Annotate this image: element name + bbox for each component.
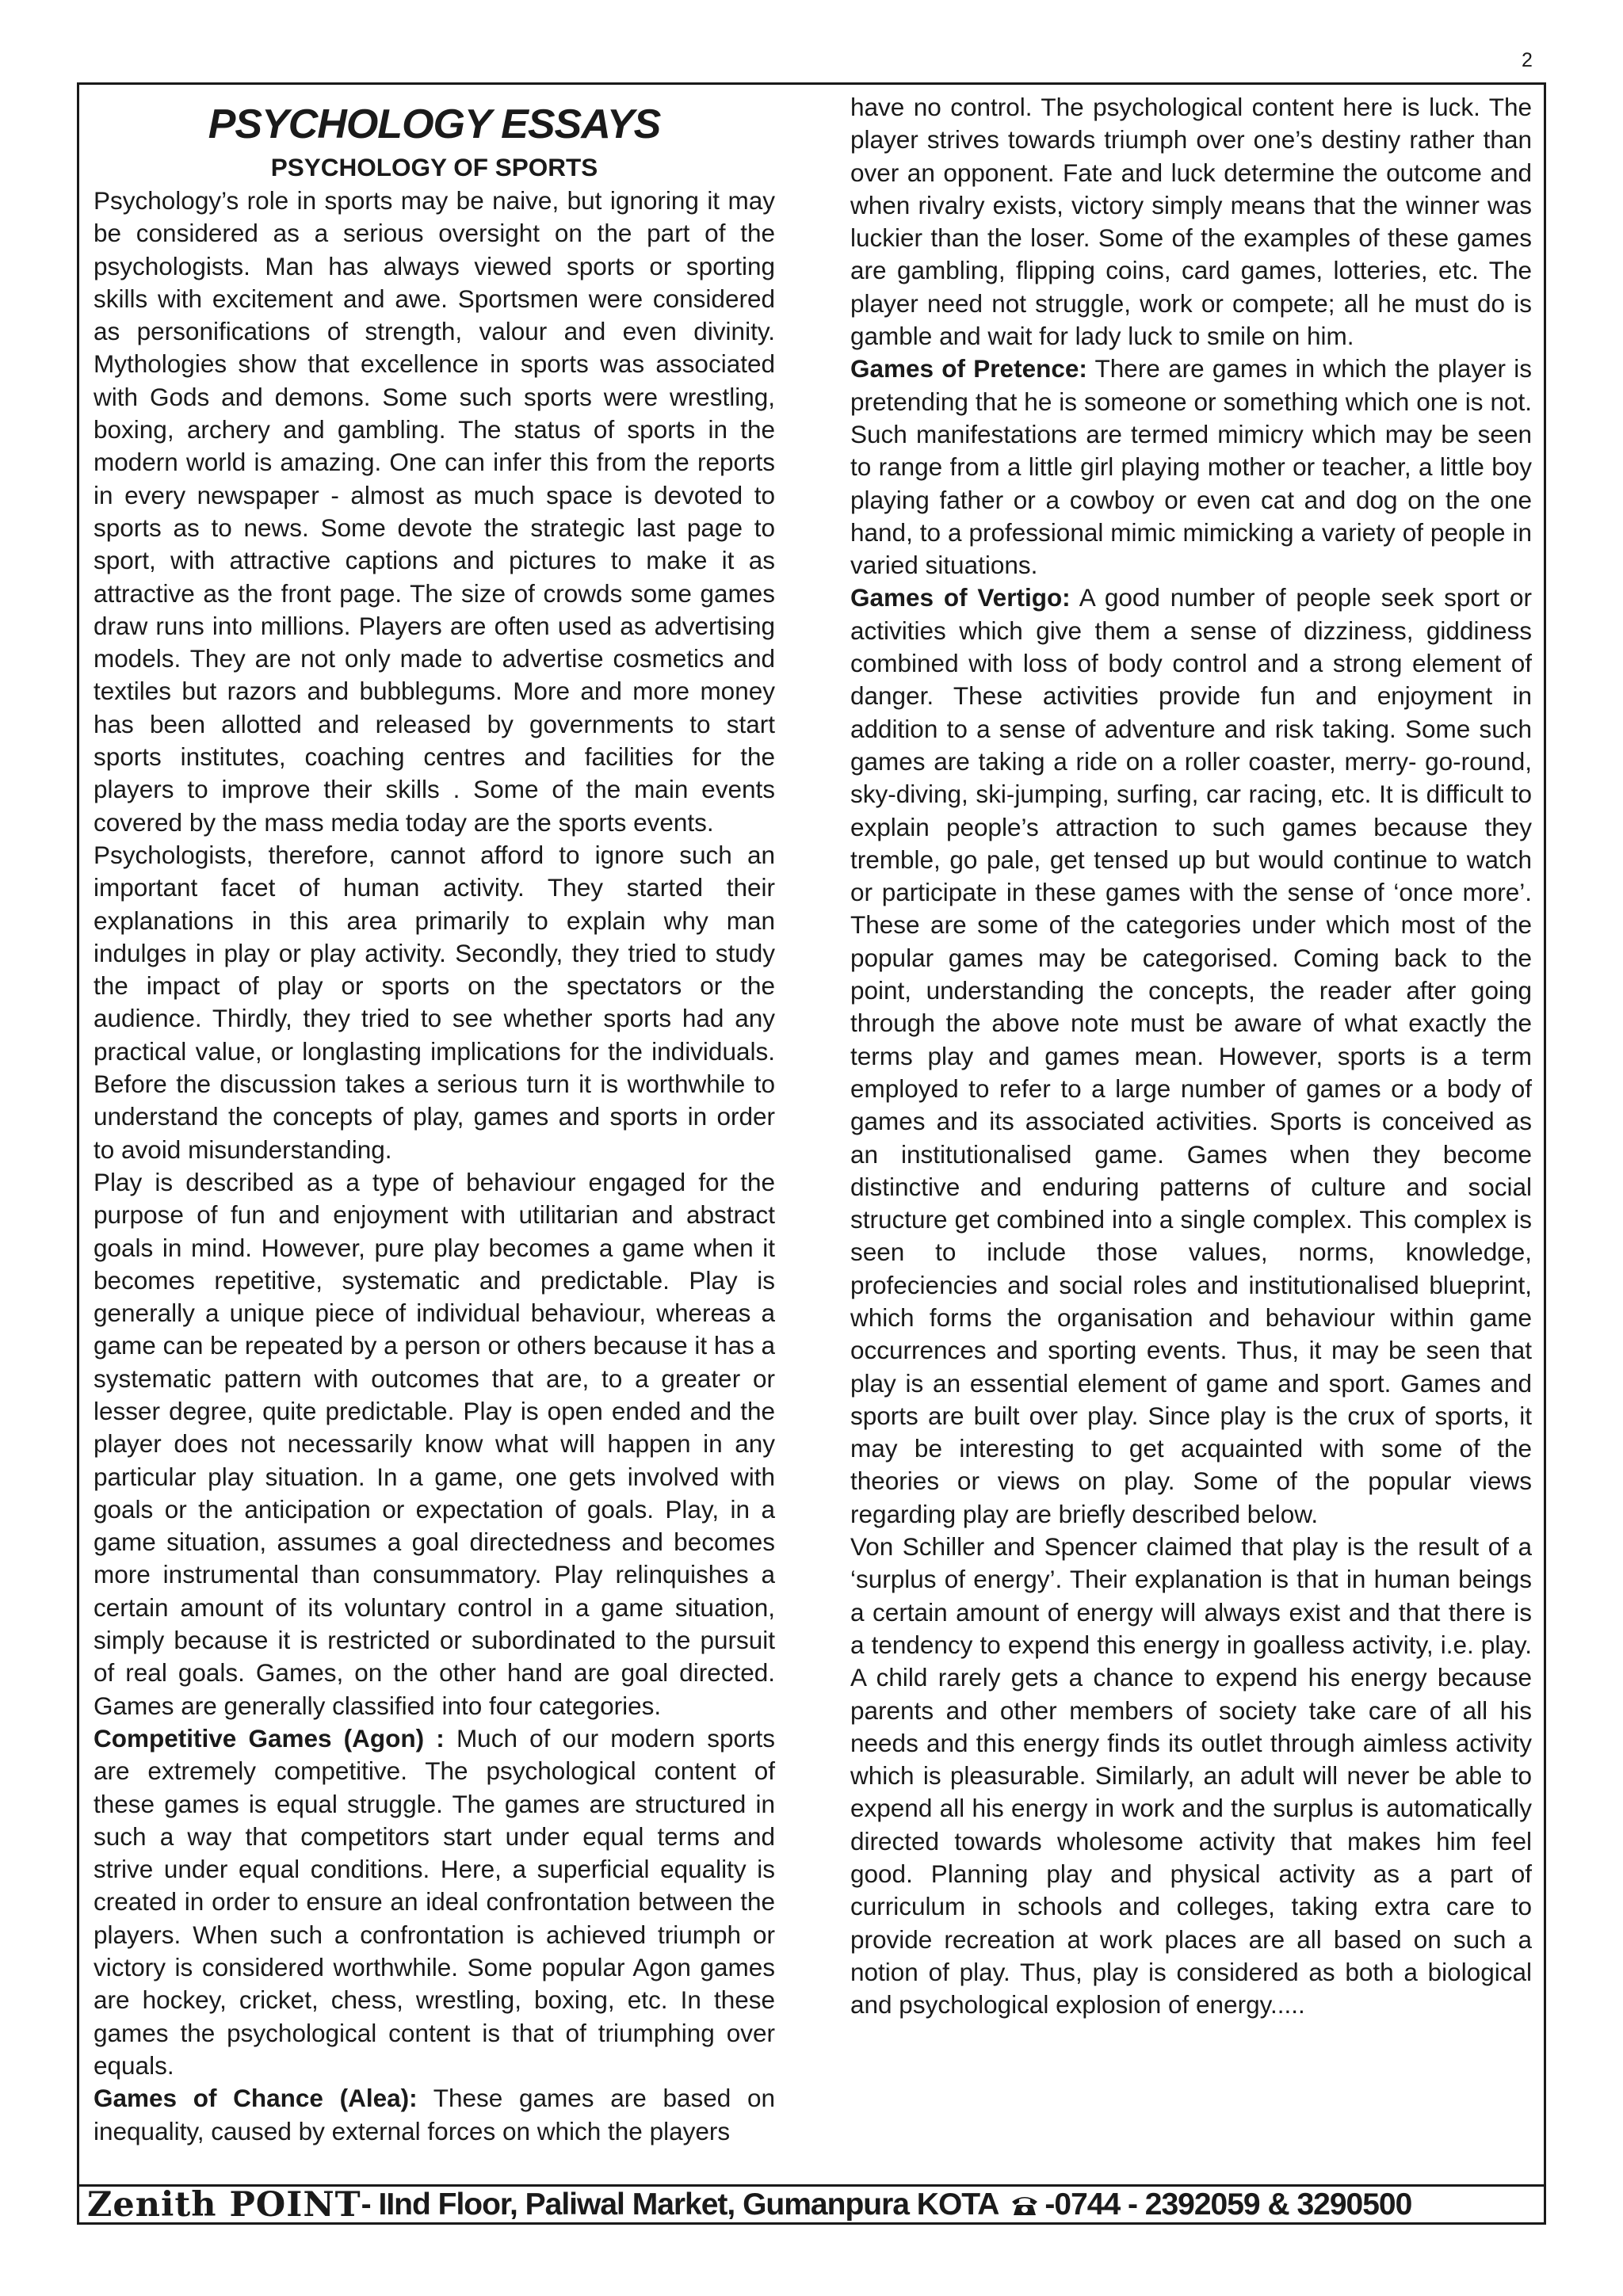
essay-subtitle: PSYCHOLOGY OF SPORTS (270, 153, 598, 181)
paragraph (94, 185, 775, 839)
paragraph-text: Psychology’s role in sports may be naive, but ignoring it may be considered as a serious oversight on the part of the psychologists. Man has always viewed sports or sporting skills with excitement and awe. Sportsmen were considered as personifications of strength, valour and even divinity. Mythologies show that excellence in sports was associated with Gods and demons. Some such sports were wrestling, boxing, archery and gambling. The status of sports in the modern world is amazing. One can infer this from the reports in every newspaper - almost as much space is devoted to sports as to news. Some devote the strategic last page to sport, with attractive captions and pictures to make it as attractive as the front page. The size of crowds some games draw runs into millions. Players are often used as advertising models. They are not only made to advertise cosmetics and textiles but razors and bubblegums. More and more money has been allotted and released by governments to start sports institutes, coaching centres and facilities for the players to improve their skills . Some of the main events covered by the mass media today are the sports events. (94, 186, 775, 837)
paragraph-text: Psychologists, therefore, cannot afford to ignore such an important facet of human activity. They started their explanations in this area primarily to explain why man indulges in play or play activity. Secondly, they tried to study the impact of play or sports on the spectators or the audience. Thirdly, they tried to see whether sports had any practical value, or longlasting implications for the individuals. Before the discussion takes a serious turn it is worthwhile to understand the concepts of play, games and sports in order to avoid misunderstanding. (94, 840, 775, 1164)
paragraph (94, 1722, 775, 2082)
telephone-icon (1010, 2194, 1040, 2216)
page-number: 2 (1522, 49, 1533, 71)
brand-name: Zenith POINT (87, 2184, 361, 2225)
footer-bar (77, 2184, 1546, 2225)
right-paragraphs (850, 91, 1532, 2022)
article-frame (77, 82, 1546, 2187)
footer-phones: -0744 - 2392059 & 3290500 (1044, 2187, 1412, 2222)
paragraph-lead: Games of Vertigo: (850, 583, 1071, 612)
left-paragraphs (94, 185, 775, 2148)
paragraph (94, 839, 775, 1166)
paragraph-text: Von Schiller and Spencer claimed that play is the result of a ‘surplus of energy’. Their explanation is that in human beings a certain amount of energy will always exist and that there is a tendency to expend this energy in goalless activity, i.e. play. A child rarely gets a chance to expend his energy because parents and other members of society take care of all his needs and this energy finds its outlet through aimless activity which is pleasurable. Similarly, an adult will never be able to expend all his energy in work and the surplus is automatically directed towards wholesome activity that makes him feel good. Planning play and physical activity as a part of curriculum in schools and colleges, taking extra care to provide recreation at work places are all based on such a notion of play. Thus, play is considered as both a biological and psychological explosion of energy..... (850, 1532, 1532, 2019)
paragraph-text: These games are based on inequality, caused by external forces on which the players (94, 2084, 775, 2145)
paragraph-text: Much of our modern sports are extremely competitive. The psychological content of these games is equal struggle. The games are structured in such a way that competitors start under equal terms and strive under equal conditions. Here, a superficial equality is created in order to ensure an ideal confrontation between the players. When such a confrontation is achieved triumph or victory is considered worthwhile. Some popular Agon games are hockey, cricket, chess, wrestling, boxing, etc. In these games the psychological content is that of triumphing over equals. (94, 1723, 775, 2080)
paragraph-text: A good number of people seek sport or activities which give them a sense of dizziness, giddiness combined with loss of body control and a strong element of danger. These activities provide fun and enjoyment in addition to a sense of adventure and risk taking. Some such games are taking a ride on a roller coaster, merry- go-round, sky-diving, ski-jumping, surfing, car racing, etc. It is difficult to explain people’s attraction to such games because they tremble, go pale, get tensed up but would continue to watch or participate in these games with the sense of ‘once more’. These are some of the categories under which most of the popular games may be categorised. Coming back to the point, understanding the concepts, the reader after going through the above note must be aware of what exactly the terms play and games mean. However, sports is a term employed to refer to a large number of games or a body of games and its associated activities. Sports is conceived as an institutionalised game. Games when they become distinctive and enduring patterns of culture and social structure get combined into a single complex. This complex is seen to include those values, norms, knowledge, profeciencies and social roles and institutionalised blueprint, which forms the organisation and behaviour within game occurrences and sporting events. Thus, it may be seen that play is an essential element of game and sport. Games and sports are built over play. Since play is the crux of sports, it may be interesting to get acquainted with some of the theories or views on play. Some of the popular views regarding play are briefly described below. (850, 583, 1532, 1528)
paragraph (850, 582, 1532, 1531)
paragraph (850, 1531, 1532, 2021)
paragraph-text: There are games in which the player is pretending that he is someone or something which one is not. Such manifestations are termed mimicry which may be seen to range from a little girl playing mother or teacher, a little boy playing father or a cowboy or even cat and dog on the one hand, to a professional mimic mimicking a variety of people in varied situations. (850, 354, 1532, 580)
right-column (850, 91, 1532, 2022)
paragraph (850, 91, 1532, 353)
paragraph (94, 1166, 775, 1722)
paragraph-lead: Games of Chance (Alea): (94, 2084, 418, 2113)
paragraph-text: Play is described as a type of behaviour engaged for the purpose of fun and enjoyment with utilitarian and abstract goals in mind. However, pure play becomes a game when it becomes repetitive, systematic and predictable. Play is generally a unique piece of individual behaviour, whereas a game can be repeated by a person or others because it has a systematic pattern with outcomes that are, to a greater or lesser degree, quite predictable. Play is open ended and the player does not necessarily know what will happen in any particular play situation. In a game, one gets involved with goals or the anticipation or expectation of goals. Play, in a game situation, assumes a goal directedness and becomes more instrumental than consummatory. Play relinquishes a certain amount of its voluntary control in a game situation, simply because it is restricted or subordinated to the pursuit of real goals. Games, on the other hand are goal directed. Games are generally classified into four categories. (94, 1167, 775, 1720)
paragraph-lead: Competitive Games (Agon) : (94, 1723, 445, 1753)
left-column (94, 91, 775, 2148)
paragraph-text: have no control. The psychological content here is luck. The player strives towards triumph over one’s destiny rather than over an opponent. Fate and luck determine the outcome and when rivalry exists, victory simply means that the winner was luckier than the loser. Some of the examples of these games are gambling, flipping coins, card games, lotteries, etc. The player need not struggle, work or compete; all he must do is gamble and wait for lady luck to smile on him. (850, 93, 1532, 351)
footer-address: - IInd Floor, Paliwal Market, Gumanpura KOTA (361, 2187, 999, 2222)
essays-title: PSYCHOLOGY ESSAYS (208, 101, 661, 147)
paragraph-lead: Games of Pretence: (850, 354, 1087, 383)
paragraph (850, 353, 1532, 582)
paragraph (94, 2082, 775, 2148)
